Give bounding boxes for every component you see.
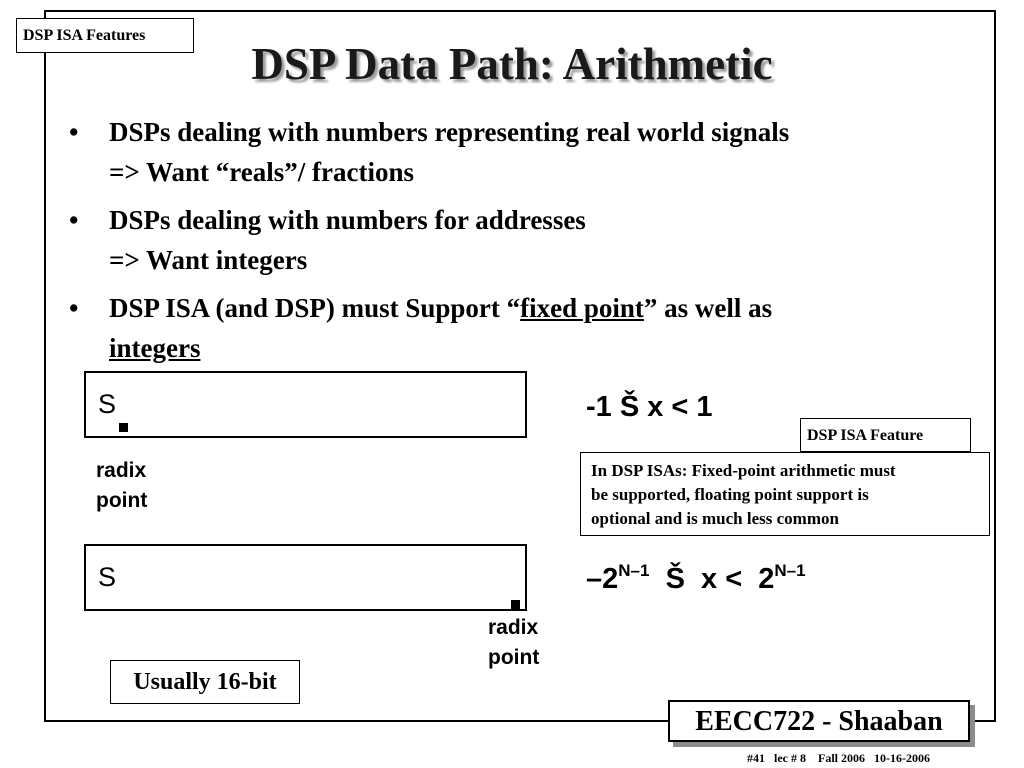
bullet-list [66, 112, 986, 376]
bullet-text: DSPs dealing with numbers representing real world signals [109, 117, 790, 147]
integers-term: integers [109, 333, 201, 363]
radix-point-label: radix point [488, 616, 540, 669]
bullet-item [66, 288, 986, 368]
width-note: Usually 16-bit [110, 660, 300, 704]
bullet-dot: • [69, 205, 79, 235]
fixed-point-term: fixed point [520, 293, 644, 323]
feature-note: In DSP ISAs: Fixed-point arithmetic must be supported, floating point support is optional and is much less common [580, 452, 990, 536]
fraction-register [84, 371, 527, 438]
radix-point-marker [511, 600, 520, 609]
bullet-text: DSP ISA (and DSP) must Support “ [109, 293, 521, 323]
integer-range: $-2^{N-1}$ Š $x < 2^{N-1}$ [586, 561, 806, 595]
radix-point-marker [119, 423, 128, 432]
integer-register [84, 544, 527, 611]
bullet-text: => Want “reals”/ fractions [109, 157, 415, 187]
feature-tag: DSP ISA Feature [800, 418, 971, 452]
bullet-text: => Want integers [109, 245, 308, 275]
sign-bit-label: S [98, 562, 117, 592]
bullet-dot: • [69, 293, 79, 323]
sign-bit-label: S [98, 389, 117, 419]
fraction-range: -1 Š x < 1 [586, 391, 713, 423]
bullet-dot: • [69, 117, 79, 147]
slide-title: DSP Data Path: Arithmetic [251, 39, 773, 89]
bullet-item [66, 112, 986, 192]
bullet-text: ” as well as [643, 293, 773, 323]
course-label: EECC722 - Shaaban [668, 700, 970, 742]
slide-footer: #41 lec # 8 Fall 2006 10-16-2006 [747, 751, 930, 765]
radix-point-label: radix point [96, 459, 148, 512]
section-tag: DSP ISA Features [16, 18, 194, 53]
bullet-item [66, 200, 986, 280]
bullet-text: DSPs dealing with numbers for addresses [109, 205, 586, 235]
